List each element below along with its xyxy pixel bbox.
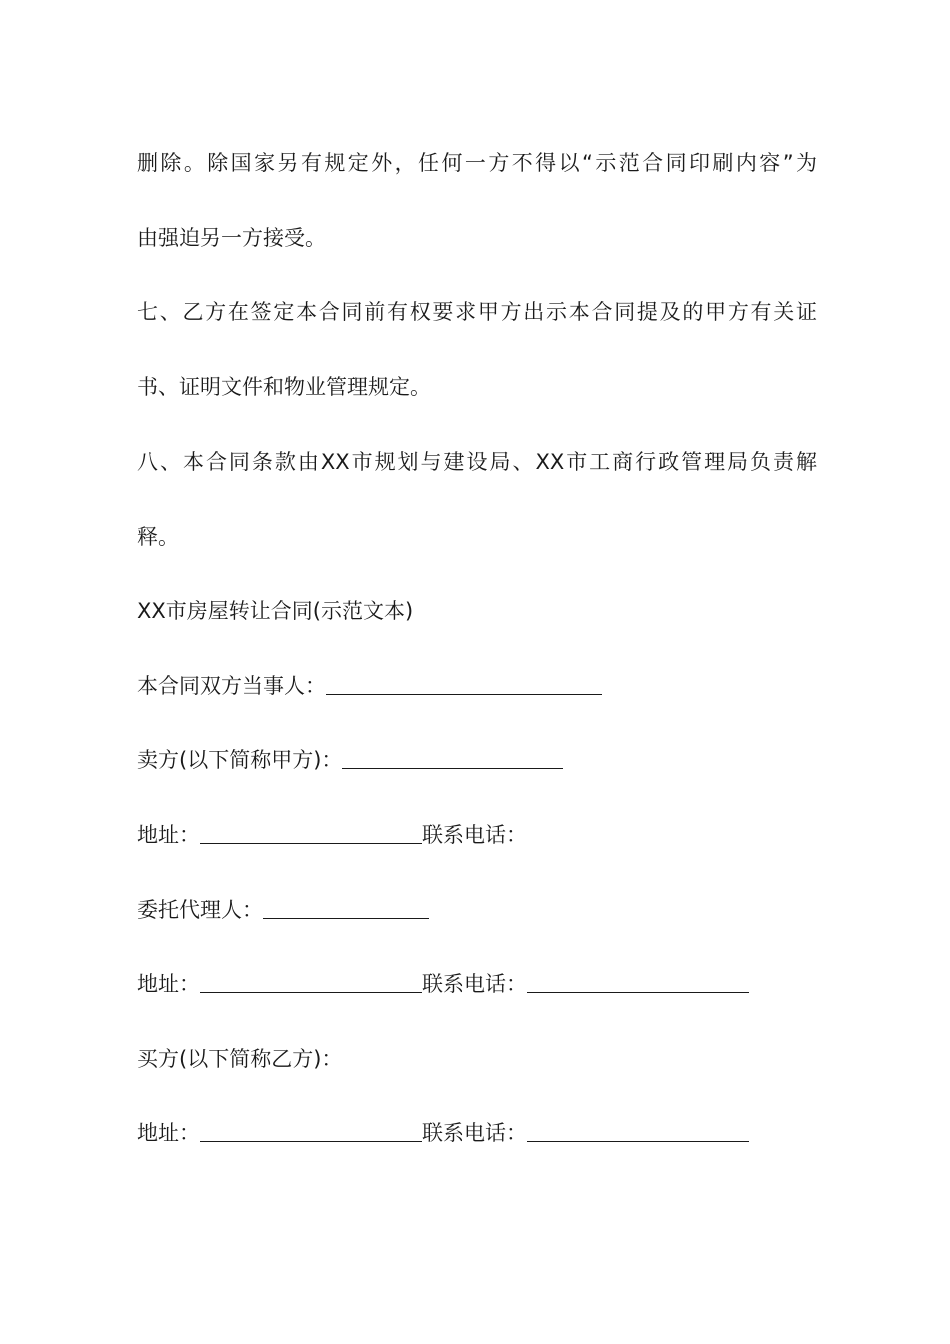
phone-label: 联系电话： [422, 972, 527, 996]
phone-blank [527, 972, 749, 993]
paragraph-line: 书、证明文件和物业管理规定。 [137, 375, 431, 399]
buyer-line [137, 1045, 817, 1073]
address-label: 地址： [137, 1121, 200, 1145]
phone-label: 联系电话： [422, 1121, 527, 1145]
phone-blank [527, 1121, 749, 1142]
paragraph-line: 删除。除国家另有规定外，任何一方不得以“示范合同印刷内容”为 [137, 151, 817, 175]
paragraph-line: 七、乙方在签定本合同前有权要求甲方出示本合同提及的甲方有关证 [137, 300, 817, 324]
address-label: 地址： [137, 823, 200, 847]
seller-blank [342, 748, 563, 769]
address-blank [200, 1121, 422, 1142]
seller-address-line [137, 821, 817, 849]
address-blank [200, 823, 422, 844]
buyer-label: 买方(以下简称乙方)： [137, 1047, 343, 1071]
agent-address-line [137, 970, 817, 998]
parties-label: 本合同双方当事人： [137, 674, 326, 698]
address-label: 地址： [137, 972, 200, 996]
buyer-address-line [137, 1119, 817, 1147]
parties-blank [326, 674, 602, 695]
phone-label: 联系电话： [422, 823, 527, 847]
seller-label: 卖方(以下简称甲方)： [137, 748, 343, 772]
agent-label: 委托代理人： [137, 898, 263, 922]
agent-blank [263, 898, 429, 919]
paragraph-line: 由强迫另一方接受。 [137, 226, 326, 250]
contract-title: XX市房屋转让合同(示范文本) [137, 599, 414, 623]
seller-line [137, 746, 817, 774]
parties-line [137, 672, 817, 700]
address-blank [200, 972, 422, 993]
paragraph-line: 释。 [137, 525, 179, 549]
paragraph-line: 八、本合同条款由XX市规划与建设局、XX市工商行政管理局负责解 [137, 450, 817, 474]
agent-line [137, 896, 817, 924]
